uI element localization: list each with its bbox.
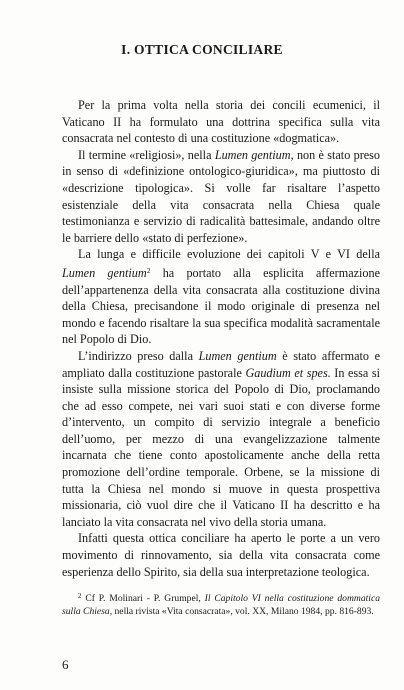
paragraph <box>62 530 380 580</box>
italic-text: Lumen gentium <box>198 348 277 363</box>
italic-text: Gaudium et spes. <box>245 365 331 380</box>
text-run: ha portato alla esplicita affermazione dell’appartenenza della vita consacrata alla costituzione divina della Chiesa, precisandone il modo originale di presenza nel mondo e facendo risaltare la sua specifica modalità sacramentale nel Popolo di Dio. <box>62 265 380 347</box>
text-run: Cf P. Molinari - P. Grumpel, <box>81 593 205 604</box>
text-run: In essa si insiste sulla missione storica del Popolo di Dio, proclamando che ad esso compete, nei vari suoi stati e con diverse forme d’intervento, un compito di servizio integrale a beneficio dell’uomo, per mezzo di una evangelizzazione talmente incarnata che tiene conto apostolicamente anche della retta promozione dell’ordine temporale. Orbene, se la missione di tutta la Chiesa nel mondo si muove in questa prospettiva missionaria, ciò vuol dire che il Vaticano II ha descritto e ha lanciato la vita consacrata nel vivo della storia umana. <box>62 365 380 529</box>
footnote-marker: 2 <box>146 265 151 275</box>
text-run: è stato affermato e ampliato dalla costituzione pastorale <box>62 348 380 380</box>
text-run: nella rivista «Vita consacrata», vol. XX, Milano 1984, pp. 816-893. <box>112 606 374 618</box>
paragraph <box>62 348 380 531</box>
footnote-marker: 2 <box>78 592 82 600</box>
text-run: Per la prima volta nella storia dei concili ecumenici, il Vaticano II ha formulato una dottrina specifica sulla vita consacrata nel contesto di una costituzione «dogmatica». <box>62 98 380 146</box>
paragraph <box>62 246 380 348</box>
text-run: Il termine «religiosi», nella <box>78 147 215 162</box>
text-run: Infatti questa ottica conciliare ha aperto le porte a un vero movimento di rinnovamento, sia della vita consacrata come esperienza dello Spirito, sia della sua interpretazione teologica. <box>62 531 380 579</box>
page-number: 6 <box>62 657 69 672</box>
paragraph <box>62 97 380 147</box>
italic-text: Il Capitolo VI nella costituzione dommatica sulla Chiesa, <box>62 593 380 618</box>
chapter-title: I. OTTICA CONCILIARE <box>121 42 283 57</box>
italic-text: Lumen gentium <box>62 265 147 280</box>
body-text <box>62 97 380 580</box>
footnote <box>62 590 380 618</box>
text-run: non è stato preso in senso di «definizione ontologico-giuridica», ma piuttosto di «descrizione tipologica». Si volle far risaltare l’aspetto esistenziale della vita consacrata nella Chiesa quale testimonianza e servizio di radicalità battesimale, andando oltre le barriere dello «stato di perfezione». <box>62 147 381 245</box>
text-run: La lunga e difficile evoluzione dei capitoli V e VI della <box>78 247 380 262</box>
paragraph <box>62 147 380 247</box>
italic-text: Lumen gentium, <box>214 147 294 162</box>
text-run: L’indirizzo preso dalla <box>78 348 199 363</box>
